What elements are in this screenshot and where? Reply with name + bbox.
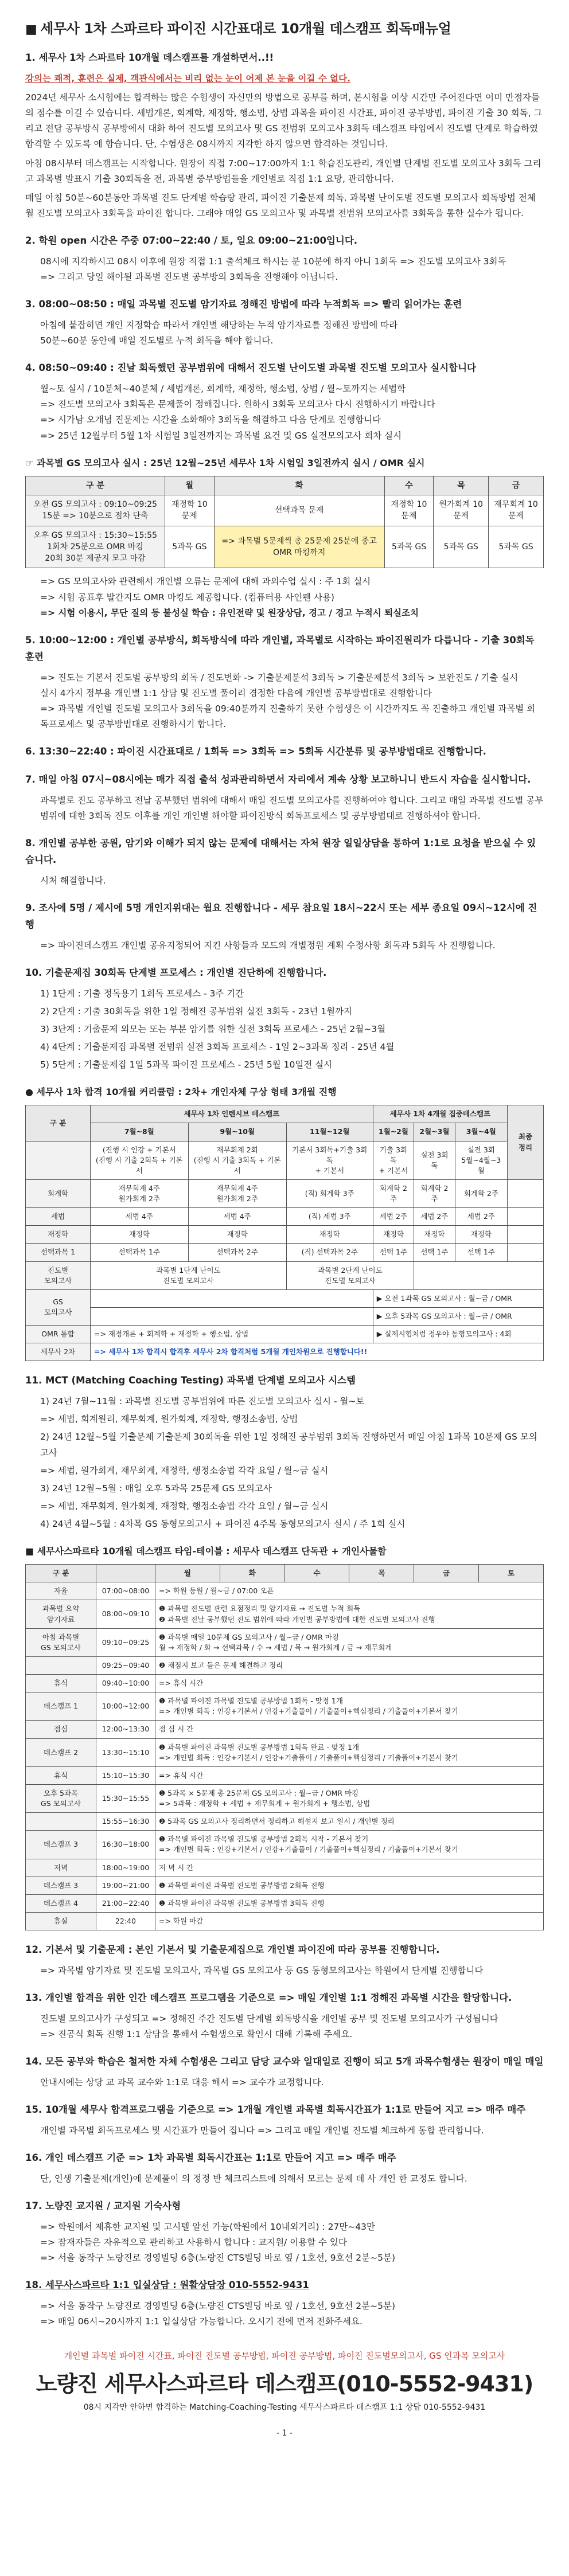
- table-cell: 선택과목 문제: [214, 495, 384, 526]
- section-heading: 3. 08:00~08:50 : 매일 과목별 진도별 암기자료 정해진 방법에 따라 누적회독 => 빨리 읽어가는 훈련: [25, 299, 462, 310]
- section-heading: 12. 기본서 및 기출문제 : 본인 기본서 및 기출문제집으로 개인별 파이진에 따라 공부를 진행합니다.: [25, 1944, 440, 1956]
- table-cell: => 세무사 1차 합격시 합격후 세무사 2차 합격처럼 5개월 개인차원으로 진행합니다!!: [91, 1343, 544, 1361]
- table-cell: => 재정개론 + 회계학 + 재정학 + 행소법, 상법: [91, 1326, 373, 1343]
- table-row: [26, 1656, 544, 1674]
- table-cell: 재정학: [455, 1226, 507, 1244]
- section-heading: 9. 조사에 5명 / 제시에 5명 개인지위대는 월요 진행합니다 - 세무 참요일 18시~22시 또는 세부 종요일 09시~12시에 진행: [25, 902, 537, 930]
- table-cell: 실전 3회독: [414, 1141, 455, 1179]
- table-row: [26, 1208, 544, 1226]
- table-header: 세무사 1차 인텐시브 데스캠프: [91, 1105, 373, 1123]
- table-cell: 07:00~08:00: [96, 1582, 155, 1600]
- table-cell: 휴식: [26, 1766, 96, 1784]
- table-cell: 재무회계 4주 원가회계 2주: [91, 1179, 189, 1207]
- section-4: [25, 360, 544, 443]
- table-header: 목: [434, 476, 489, 495]
- document-title: ■ 세무사 1차 스파르타 파이진 시간표대로 10개월 데스캠프 회독매뉴얼: [25, 21, 451, 37]
- note-line: 50분~60분 동안에 매일 진도별로 누적 회독을 해야 합니다.: [40, 335, 274, 346]
- section-heading: 2. 학원 open 시간은 주중 07:00~22:40 / 토, 일요 09:00~21:00입니다.: [25, 235, 358, 246]
- list-item: 2) 2단계 : 기출 30회독을 위한 1일 정해진 공부범위 실전 3회독 - 23년 1월까지: [40, 1006, 352, 1017]
- table-cell: 저 녁 시 간: [155, 1859, 544, 1877]
- table-row: [26, 1307, 544, 1325]
- note-line: 안내시에는 상당 교 과목 교수와 1:1로 대응 해서 => 교수가 교정합니다.: [40, 2077, 324, 2088]
- table-cell: 과목별 1단계 난이도 진도별 모의고사: [91, 1261, 287, 1289]
- table-cell: 5과목 GS: [434, 526, 489, 568]
- section-7: [25, 772, 544, 824]
- timetable: [25, 1564, 544, 1930]
- section-16: [25, 2150, 544, 2187]
- table-cell: 선택 1주: [455, 1244, 507, 1261]
- table-cell: 재정학: [373, 1226, 414, 1244]
- table-cell: ▶ 실제시험처럼 정우야 동형모의고사 : 4회: [373, 1326, 543, 1343]
- table-cell: 휴식: [26, 1675, 96, 1692]
- table-header: 금: [414, 1565, 479, 1582]
- table-cell: [26, 1813, 96, 1831]
- note-line: => 과목별 암기자료 및 진도별 모의고사, 과목별 GS 모의고사 등 GS 동형모의고사는 학원에서 단계별 진행합니다: [40, 1965, 484, 1976]
- table-header: [96, 1565, 155, 1582]
- table-cell: [508, 1208, 544, 1226]
- table-cell: GS 모의고사: [26, 1289, 91, 1325]
- table-cell: [26, 1656, 96, 1674]
- table-row: [26, 1261, 544, 1289]
- table-cell: 세무사 2차: [26, 1343, 91, 1361]
- table-row: [26, 1721, 544, 1738]
- paragraph: 2024년 세무사 소시험에는 합격하는 많은 수험생이 자신만의 방법으로 공부를 하며, 본시험을 이상 시간만 주어진다면 이미 만점자들의 점수를 이길 수 있습니다. 세법개론, 회계학, 재정학, 행소법, 상법 과목을 파이진 시간표, 파이진 공부방법, 파이진 기출 30 회독, 그리고 전담 공부방식 공부방에서 대화 하여 진도별 모의고사 및 GS 전범위 모의고사 3회독 데스캠프 타임에서 진도별 단계로 학습하였 합격할 수 있도록 에 합습니다. 단, 수험생은 08시까지 지각한 하지 않으면 합격하는 것입니다.: [25, 92, 543, 150]
- note-line: => 시험 이용시, 무단 질의 등 불성실 학습 : 유인전략 및 원장상담, 경고 / 경고 누적시 퇴실조치: [40, 607, 419, 618]
- section-heading: 7. 매일 아침 07시~08시에는 매가 직접 출석 성과관리하면서 자리에서 계속 상황 보고하니니 반드시 자습을 실시합니다.: [25, 773, 531, 785]
- table-cell: 세법 4주: [188, 1208, 286, 1226]
- table-header: 수: [384, 476, 434, 495]
- section-17: [25, 2198, 544, 2266]
- table-cell: [508, 1244, 544, 1261]
- table-title: ● 세무사 1차 합격 10개월 커리큘럼 : 2차+ 개인자체 구상 형태 3개월 진행: [25, 1086, 337, 1098]
- section-heading: 6. 13:30~22:40 : 파이진 시간표대로 / 1회독 => 3회독 => 5회독 시간분류 및 공부방법대로 진행합니다.: [25, 746, 486, 757]
- table-cell: 점심: [26, 1721, 96, 1738]
- table-cell: 세법 2주: [414, 1208, 455, 1226]
- table-cell: 선택 1주: [414, 1244, 455, 1261]
- note-line: 실시 4가지 정부용 개인별 1:1 상담 및 진도별 풀이리 경정한 다음에 개인별 공부방법대로 진행합니다: [40, 687, 432, 698]
- section-13: [25, 1990, 544, 2042]
- table-cell: 선택과목 2주: [188, 1244, 286, 1261]
- table-cell: ❶ 5과목 × 5문제 총 25문제 GS 모의고사 : 월~금 / OMR 마킹 => 5과목 : 재정학 + 세법 + 재무회계 + 원가회계 + 행소법, 상법: [155, 1784, 544, 1812]
- table-cell: 기출 3회독 + 기본서: [373, 1141, 414, 1179]
- section-9: [25, 900, 544, 953]
- table-cell: 아침 과목별 GS 모의고사: [26, 1628, 96, 1656]
- curriculum-table: [25, 1105, 544, 1361]
- table-cell: 08:00~09:10: [96, 1600, 155, 1628]
- footer-brand: 노량진 세무사스파르타 데스캠프(010-5552-9431): [36, 2371, 533, 2397]
- table-cell: OMR 통합: [26, 1326, 91, 1343]
- table-cell: 재정학: [91, 1226, 189, 1244]
- table-cell: ❷ 5과목 GS 모의고사 정리하면서 정리하고 해설지 보고 일시 / 개인별 정리: [155, 1813, 544, 1831]
- table-row: [26, 1141, 544, 1179]
- note-line: => 파이진데스캠프 개인별 공유지정되어 지킨 사항들과 모드의 개별정원 계획 수정사항 회독과 5회독 사 진행합니다.: [40, 940, 496, 951]
- table-cell: ❶ 과목별 진도별 관련 요점정리 및 암기자료 → 진도별 누적 회독 ❷ 과목별 진날 공부했던 진도 범위에 따라 개인별 공부방법에 대한 진도별 모의고사 진행: [155, 1600, 544, 1628]
- table-cell: 회계학: [26, 1179, 91, 1207]
- mock-exam-table: [25, 476, 544, 569]
- table-cell: 세법 2주: [373, 1208, 414, 1226]
- section-1: [25, 50, 544, 221]
- table-cell: 재무회계 2회 (진행 시 기출 3회독 + 기본서: [188, 1141, 286, 1179]
- page-number: - 1 -: [276, 2428, 293, 2438]
- table-cell: 데스캠프 4: [26, 1894, 96, 1912]
- table-row: [26, 1289, 544, 1307]
- table-cell: [26, 1141, 91, 1179]
- table-header: 화: [220, 1565, 284, 1582]
- table-header: 최종 정리: [508, 1105, 544, 1180]
- table-title: ■ 세무사스파르타 10개월 데스캠프 타임-테이블 : 세무사 데스캠프 단독관 + 개인사물함: [25, 1546, 387, 1557]
- note-line: => 학원에서 제휴한 교지원 및 고시텔 알선 가능(학원에서 10내외거리) : 27만~43만: [40, 2222, 375, 2233]
- note-line: 진도별 모의고사가 구성되고 => 정해진 주간 진도별 단계별 회독방식을 개인별 공부 및 진도별 모의고사가 구성됩니다: [40, 2013, 498, 2024]
- table-cell: 회계학 2주: [373, 1179, 414, 1207]
- list-item: 1) 1단계 : 기출 정독용기 1회독 프로세스 - 3주 기간: [40, 988, 244, 999]
- section-heading: 13. 개인별 합격을 위한 인간 데스캠프 프로그램을 기준으로 => 매일 개인별 1:1 정해진 과목별 시간을 할당합니다.: [25, 1992, 512, 2004]
- note-line: 개인별 과목별 회독프로세스 및 시간표가 만들어 집니다 => 그리고 매일 개인별 진도별 체크하게 통합 관리합니다.: [40, 2125, 484, 2136]
- list-item: 4) 24년 4월~5월 : 4차목 GS 동형모의고사 + 파이진 4주목 동형모의고사 실시 / 주 1회 실시: [40, 1519, 406, 1530]
- curriculum-section: [25, 1084, 544, 1361]
- note-line: 08시에 지각하시고 08시 이후에 원장 직접 1:1 출석체크 하시는 분 10분에 하지 아니 1회독 => 진도별 모의고사 3회독: [40, 256, 506, 267]
- table-cell: => 휴식 시간: [155, 1766, 544, 1784]
- table-cell: 선택과목 1: [26, 1244, 91, 1261]
- table-cell: 자율: [26, 1582, 96, 1600]
- list-item: 3) 24년 12월~5월 : 매일 오후 5과목 25문제 GS 모의고사: [40, 1483, 272, 1494]
- paragraph: 매일 아침 50분~60분동안 과목별 진도 단계별 학습량 관리, 파이진 기출문제 회독. 과목별 난이도별 진도별 모의고사 회독방법 전체 월 진도별 모의고사 3회독을 파이진 합니다. 그래야 매일 GS 모의고사 및 과목별 전범위 모의고사를 3회독을 통한 실수가 됩니다.: [25, 192, 536, 218]
- note-line: => 서울 동작구 노량진로 경영빌딩 6층(노량진 CTS빌딩 바로 옆 / 1호선, 9호선 2분~5분): [40, 2301, 396, 2312]
- table-cell: [508, 1226, 544, 1244]
- table-cell: 09:40~10:00: [96, 1675, 155, 1692]
- table-cell: 휴실: [26, 1912, 96, 1930]
- table-cell: 18:00~19:00: [96, 1859, 155, 1877]
- table-header: 7월~8월: [91, 1123, 189, 1141]
- table-cell: 점 심 시 간: [155, 1721, 544, 1738]
- note-line: => 과목별 개인별 진도별 모의고사 3회독을 09:40분까지 진출하기 못한 수험생은 이 시간까지도 꼭 진출하고 개인별 과목별 회독프로세스 및 공부방법대로 진행하시기 합니다.: [40, 703, 536, 729]
- table-cell: 기본서 3회독+기출 3회독 + 기본서: [286, 1141, 373, 1179]
- table-header: 2월~3월: [414, 1123, 455, 1141]
- note-line: 과목별로 진도 공부하고 전날 공부했던 범위에 대해서 매일 진도별 모의고사를 진행하여야 합니다. 그리고 매일 과목별 진도별 공부범위에 대한 3회독 진도 이후를 개인 개인별 해야할 파이진방식 회독프로세스 및 공부방법대로 진행하셔야 합니다.: [40, 795, 544, 821]
- table-cell: ▶ 오후 5과목 GS 모의고사 : 월~금 / OMR: [373, 1307, 543, 1325]
- table-cell: (직) 세법 3주: [286, 1208, 373, 1226]
- table-cell: ❷ 채점지 보고 들은 문제 해결하고 정리: [155, 1656, 544, 1674]
- table-cell: 22:40: [96, 1912, 155, 1930]
- table-cell: 과목별 요약 암기자료: [26, 1600, 96, 1628]
- table-cell: => 휴식 시간: [155, 1675, 544, 1692]
- note-line: 아침에 붙잡히면 개인 지정학습 따라서 개인별 해당하는 누적 암기자료를 정해진 방법에 따라: [40, 320, 398, 330]
- square-bullet-icon: ■: [25, 22, 37, 37]
- note-line: => 서울 동작구 노량진로 경영빌딩 6층(노량진 CTS빌딩 바로 옆 / 1호선, 9호선 2분~5분): [40, 2253, 396, 2264]
- section-6: [25, 744, 544, 760]
- table-header: 금: [489, 476, 544, 495]
- list-item: => 세법, 원가회계, 재무회계, 재정학, 행정소송법 각각 요일 / 월~금 실시: [40, 1465, 329, 1476]
- table-row: [26, 1877, 544, 1894]
- table-cell: 09:10~09:25: [96, 1628, 155, 1656]
- table-cell: 과목별 2단계 난이도 진도별 모의고사: [286, 1261, 414, 1289]
- table-row: [26, 1244, 544, 1261]
- section-heading: 17. 노량진 교지원 / 교지원 기숙사형: [25, 2200, 181, 2212]
- section-heading: 8. 개인별 공부한 공원, 암기와 이해가 되지 않는 문제에 대해서는 자처 원장 일일상담을 통하여 1:1로 요청을 받으실 수 있습니다.: [25, 838, 536, 865]
- table-cell: 15:55~16:30: [96, 1813, 155, 1831]
- note-line: 단, 인생 기출문제(개인)에 문제풀이 의 정정 반 체크리스트에 의해서 모르는 문제 데 사 개인 한 교정도 합니다.: [40, 2174, 467, 2184]
- table-cell: 데스캠프 1: [26, 1692, 96, 1721]
- table-cell: 오후 GS 모의고사 : 15:30~15:55 1회차 25분으로 OMR 마킹 20회 30분 제공지 모고 마감: [26, 526, 165, 568]
- table-cell: 10:00~12:00: [96, 1692, 155, 1721]
- table-cell: 선택 1주: [373, 1244, 414, 1261]
- list-item: => 세법, 회계원리, 재무회계, 원가회계, 재정학, 행정소송법, 상법: [40, 1414, 298, 1425]
- section-heading: 10. 기출문제집 30회독 단계별 프로세스 : 개인별 진단하에 진행합니다.: [25, 967, 327, 978]
- table-row: [26, 1628, 544, 1656]
- circle-bullet-icon: ●: [25, 1086, 37, 1098]
- table-header: 세무사 1차 4개월 집중데스캠프: [373, 1105, 507, 1123]
- table-cell: 진도별 모의고사: [26, 1261, 91, 1289]
- table-cell: 실전 3회 5월~4월~3월: [455, 1141, 507, 1179]
- table-cell: (직) 회계학 3주: [286, 1179, 373, 1207]
- section-2: [25, 233, 544, 285]
- table-cell: 선택과목 1주: [91, 1244, 189, 1261]
- section-5: [25, 632, 544, 732]
- timetable-section: [25, 1543, 544, 1930]
- list-item: 4) 4단계 : 기출문제집 과목별 전범위 실전 3회독 프로세스 - 1일 2~3과목 정리 - 25년 4월: [40, 1042, 395, 1053]
- table-row: [26, 1692, 544, 1721]
- table-cell: => 학원 등원 / 월~금 / 07:00 오픈: [155, 1582, 544, 1600]
- hand-pointer-icon: ☞: [25, 457, 37, 468]
- table-cell: 21:00~22:40: [96, 1894, 155, 1912]
- table-cell: 데스캠프 3: [26, 1877, 96, 1894]
- note-line: => 시가남 오개념 진문제는 시간을 소화해야 3회독을 해결하고 다음 단계로 진행합니다: [40, 415, 381, 425]
- table-cell: 재무회계 4주 원가회계 2주: [188, 1179, 286, 1207]
- section-12: [25, 1942, 544, 1979]
- table-cell: 5과목 GS: [384, 526, 434, 568]
- table-row: [26, 1675, 544, 1692]
- table-row: [26, 1859, 544, 1877]
- note-line: => 잠재자들은 자유적으로 관리하고 사용하시 합니다 : 교지원/ 이용할 수 있다: [40, 2237, 347, 2248]
- section-heading: 18. 세무사스파르타 1:1 입실상담 : 원활상담장 010-5552-9431: [25, 2280, 309, 2291]
- table-cell: [91, 1307, 373, 1325]
- table-title: ☞ 과목별 GS 모의고사 실시 : 25년 12월~25년 세무사 1차 시험일 3일전까지 실시 / OMR 실시: [25, 457, 425, 468]
- section-heading: 1. 세무사 1차 스파르타 10개월 데스캠프를 개설하면서..!!: [25, 52, 274, 63]
- table-header: 9월~10월: [188, 1123, 286, 1141]
- table-cell: 5과목 GS: [165, 526, 215, 568]
- section-14: [25, 2054, 544, 2090]
- table-row: [26, 1912, 544, 1930]
- table-cell: [508, 1179, 544, 1207]
- table-cell: => 학원 마감: [155, 1912, 544, 1930]
- note-line: 월~토 실시 / 10분체~40분체 / 세법개론, 회계학, 재정학, 행소법, 상법 / 월~토까지는 세법학: [40, 384, 406, 394]
- table-cell: 19:00~21:00: [96, 1877, 155, 1894]
- table-row: [26, 1582, 544, 1600]
- table-cell: ❶ 과목별 파이진 과목별 진도별 공부방법 1회독 완료 - 맞정 1개 => 개인별 회독 : 인강+기본서 / 인강+기출풀이 / 기출풀이+핵심정리 / 기출풀이+기본서 찾기: [155, 1738, 544, 1766]
- table-cell: 회계학 2주: [414, 1179, 455, 1207]
- table-cell: ❶ 과목별 매일 10문제 GS 모의고사 / 월~금 / OMR 마킹 월 → 재정학 / 화 → 선택과목 / 수 → 세법 / 목 → 원가회계 / 금 → 재무회계: [155, 1628, 544, 1656]
- table-row: [26, 1600, 544, 1628]
- table-cell: 세법: [26, 1208, 91, 1226]
- table-cell: ❶ 과목별 파이진 과목별 진도별 공부방법 2회독 시작 - 기본서 찾기 => 개인별 회독 : 인강+기본서 / 인강+기출풀이 / 기출풀이+핵심정리 / 기출풀이+기본서 찾기: [155, 1831, 544, 1859]
- table-header: 화: [214, 476, 384, 495]
- table-cell: 데스캠프 2: [26, 1738, 96, 1766]
- table-cell: ❶ 과목별 파이진 과목별 진도별 공부방법 2회독 진행: [155, 1877, 544, 1894]
- note-line: => GS 모의고사와 관련해서 개인별 오류는 문제에 대해 과외수업 실시 : 주 1회 실시: [40, 576, 371, 587]
- section-heading: 4. 08:50~09:40 : 진날 회독했던 공부범위에 대해서 진도별 난이도별 과목별 진도별 모의고사 실시합니다: [25, 362, 476, 374]
- table-header: 1월~2월: [373, 1123, 414, 1141]
- table-header: 월: [165, 476, 215, 495]
- table-cell: 5과목 GS: [489, 526, 544, 568]
- table-cell: 저녁: [26, 1859, 96, 1877]
- table-header: 토: [478, 1565, 543, 1582]
- table-cell: (직) 선택과목 2주: [286, 1244, 373, 1261]
- table-cell: => 과목별 5문제씩 총 25문제 25분에 종고 OMR 마킹까지: [214, 526, 384, 568]
- paragraph: 아침 08시부터 데스캠프는 시작합니다. 원장이 직접 7:00~17:00까지 1:1 학습진도관리, 개인별 단계별 진도별 모의고사 3회독 그리고 과목별 발표시 기출 30회독을 전, 과목별 중부방법들을 개인별로 직접 1:1 요망, 관리합니다.: [25, 158, 541, 184]
- table-cell: 재정학 10문제: [165, 495, 215, 526]
- table-cell: 회계학 2주: [455, 1179, 507, 1207]
- list-item: 2) 24년 12월~5월 기출문제 기출문제 30회독을 위한 1일 정해진 공부범위 3회독 진행하면서 매일 아침 1과목 10문제 GS 모의고사: [40, 1432, 537, 1458]
- table-header: 수: [284, 1565, 349, 1582]
- note-line: 시처 해결합니다.: [40, 875, 106, 886]
- table-row: [26, 1813, 544, 1831]
- table-cell: 오후 5과목 GS 모의고사: [26, 1784, 96, 1812]
- table-cell: 세법 4주: [91, 1208, 189, 1226]
- table-header: 구 분: [26, 1565, 96, 1582]
- section-11: [25, 1373, 544, 1532]
- table-row: [26, 1784, 544, 1812]
- table-row: [26, 1894, 544, 1912]
- list-item: => 세법, 재무회계, 원가회계, 재정학, 행정소송법 각각 요일 / 월~금 실시: [40, 1500, 329, 1511]
- table-cell: (진행 시 인강 + 기본서 (진행 시 기출 2회독 + 기본서: [91, 1141, 189, 1179]
- list-item: 5) 5단계 : 기출문제집 1일 5과목 파이진 프로세스 - 25년 5월 10일전 실시: [40, 1060, 333, 1070]
- table-row: [26, 1326, 544, 1343]
- note-line: => 매일 06시~20시까지 1:1 입실상담 가능합니다. 오시기 전에 먼저 전화주세요.: [40, 2316, 363, 2327]
- section-heading: 15. 10개월 세무사 합격프로그램을 기준으로 => 1개월 개인별 과목별 회독시간표가 1:1로 만들어 지고 => 매주 매주: [25, 2104, 526, 2116]
- note-line: => 진도별 모의고사 3회독은 문제풀이 정해집니다. 원하시 3회독 모의고사 다시 진행하시기 바랍니다: [40, 399, 435, 410]
- table-row: [26, 1831, 544, 1859]
- footer-subline: 08시 지각만 안하면 합격하는 Matching-Coaching-Testing 세무사스파르타 데스캠프 1:1 상담 010-5552-9431: [83, 2402, 486, 2412]
- section-3: [25, 296, 544, 349]
- table-row: [26, 495, 544, 526]
- note-line: => 진공식 회독 진행 1:1 상담을 통해서 수험생으로 확인시 대해 기록해 주세요.: [40, 2029, 353, 2040]
- section-18: [25, 2277, 544, 2329]
- square-bullet-icon: ■: [25, 1546, 37, 1557]
- table-cell: 15:30~15:55: [96, 1784, 155, 1812]
- table-cell: 원가회계 10문제: [434, 495, 489, 526]
- list-item: 3) 3단계 : 기출문제 외모는 또는 부분 암기를 위한 실전 3회독 프로세스 - 25년 2월~3월: [40, 1023, 386, 1034]
- table-header: 목: [349, 1565, 414, 1582]
- mock-exam-section: [25, 455, 544, 621]
- table-cell: 재정학: [26, 1226, 91, 1244]
- table-cell: 13:30~15:10: [96, 1738, 155, 1766]
- table-cell: 16:30~18:00: [96, 1831, 155, 1859]
- note-line: => 시험 공표후 발간지도 OMR 마킹도 제공합니다. (컴퓨터용 사인펜 사용): [40, 592, 334, 603]
- section-15: [25, 2102, 544, 2139]
- table-cell: 세법 2주: [455, 1208, 507, 1226]
- table-header: 구 분: [26, 476, 165, 495]
- table-row: [26, 1766, 544, 1784]
- section-heading: 5. 10:00~12:00 : 개인별 공부방식, 회독방식에 따라 개인별, 과목별로 시작하는 파이진원리가 다릅니다 - 기출 30회독 훈련: [25, 634, 535, 662]
- table-header: 구 분: [26, 1105, 91, 1141]
- table-cell: [91, 1289, 373, 1307]
- section-heading: 16. 개인 데스캠프 기준 => 1차 과목별 회독시간표는 1:1로 만들어 지고 => 매주 매주: [25, 2152, 396, 2164]
- table-cell: 재정학: [286, 1226, 373, 1244]
- table-cell: 데스캠프 3: [26, 1831, 96, 1859]
- table-cell: 15:10~15:30: [96, 1766, 155, 1784]
- table-row: [26, 1179, 544, 1207]
- table-header: 11월~12월: [286, 1123, 373, 1141]
- section-heading: 14. 모든 공부와 학습은 철저한 자체 수험생은 그리고 담당 교수와 일대일로 진행이 되고 5개 과목수험생는 원장이 매일 매일: [25, 2056, 544, 2067]
- table-row: [26, 1226, 544, 1244]
- table-cell: ❶ 과목별 파이진 과목별 진도별 공부방법 1회독 - 맞정 1개 => 개인별 회독 : 인강+기본서 / 인강+기출풀이 / 기출풀이+핵심정리 / 기출풀이+기본서 찾기: [155, 1692, 544, 1721]
- footer-tagline: 개인별 과목별 파이진 시간표, 파이진 진도별 공부방법, 파이진 공부방법, 파이진 진도별모의고사, GS 인과목 모의고사: [64, 2350, 505, 2361]
- table-cell: [414, 1261, 544, 1289]
- table-cell: 09:25~09:40: [96, 1656, 155, 1674]
- table-header: 월: [155, 1565, 220, 1582]
- section-8: [25, 835, 544, 889]
- section-10: [25, 965, 544, 1073]
- table-row: [26, 526, 544, 568]
- table-cell: 12:00~13:30: [96, 1721, 155, 1738]
- table-cell: 재정학 10문제: [384, 495, 434, 526]
- table-cell: ▶ 오전 1과목 GS 모의고사 : 월~금 / OMR: [373, 1289, 543, 1307]
- note-line: => 진도는 기본서 진도별 공부방의 회독 / 진도변화 -> 기출문제분석 3회독 > 기출문제분석 3회독 > 보완진도 / 기출 실시: [40, 672, 519, 683]
- table-row: [26, 1738, 544, 1766]
- table-header: 3월~4월: [455, 1123, 507, 1141]
- table-cell: 재정학: [188, 1226, 286, 1244]
- highlight-text: 강의는 쾌적, 훈련은 실제, 객관식에서는 비리 없는 눈이 어제 본 눈을 이길 수 없다.: [25, 73, 350, 84]
- note-line: => 25년 12월부터 5월 1차 시험일 3일전까지는 과목별 요건 및 GS 실전모의고사 회차 실시: [40, 430, 402, 441]
- section-heading: 11. MCT (Matching Coaching Testing) 과목별 단계별 모의고사 시스템: [25, 1375, 356, 1386]
- note-line: => 그리고 당일 해야될 과목별 진도별 공부방의 3회독을 진행해야 아닙니다.: [40, 272, 338, 282]
- table-cell: 재정학: [414, 1226, 455, 1244]
- list-item: 1) 24년 7월~11월 : 과목별 진도별 공부범위에 따른 진도별 모의고사 실시 - 월~토: [40, 1396, 365, 1407]
- table-cell: ❶ 과목별 파이진 과목별 진도별 공부방법 3회독 진행: [155, 1894, 544, 1912]
- table-cell: 오전 GS 모의고사 : 09:10~09:25 15분 => 10분으로 점차 단축: [26, 495, 165, 526]
- table-cell: 재무회계 10문제: [489, 495, 544, 526]
- table-row: [26, 1343, 544, 1361]
